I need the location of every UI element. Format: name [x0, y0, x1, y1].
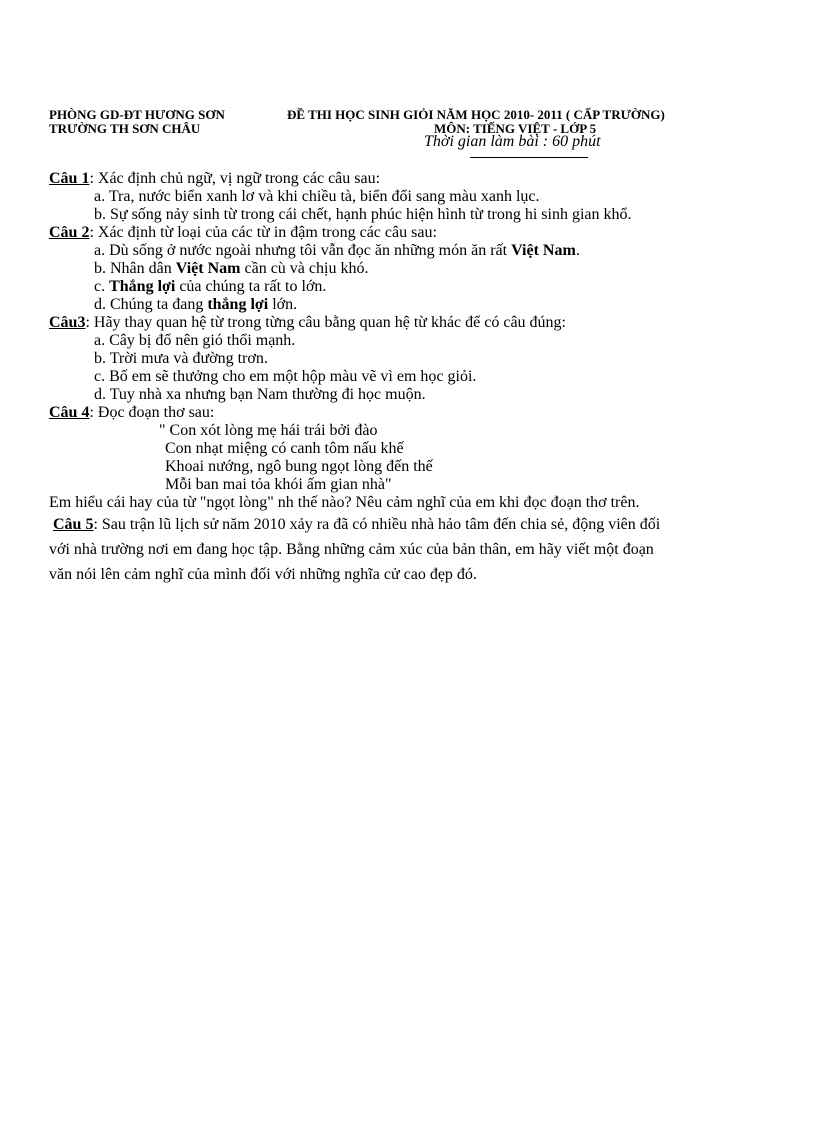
item-text: b. Nhân dân: [94, 260, 176, 277]
exam-title: ĐỀ THI HỌC SINH GIỎI NĂM HỌC 2010- 2011 ( CẤP TRƯỜNG): [287, 107, 665, 122]
item-text: d. Chúng ta đang: [94, 296, 208, 313]
question-2-item-c: [49, 278, 789, 296]
question-2-item-d: [49, 296, 789, 314]
poem-line: Con nhạt miệng có canh tôm nấu khế: [165, 440, 404, 457]
question-5-text: : Sau trận lũ lịch sử năm 2010 xảy ra đã có nhiều nhà hảo tâm đến chia sẻ, động viên đối: [93, 516, 661, 533]
question-4-text: : Đọc đoạn thơ sau:: [89, 404, 215, 421]
poem-line: Mỗi ban mai tỏa khói ấm gian nhà": [165, 476, 392, 493]
bold-word: Việt Nam: [511, 242, 576, 259]
item-text: c.: [94, 278, 110, 295]
question-4-label: Câu 4: [49, 404, 90, 421]
question-4-question: Em hiểu cái hay của từ "ngọt lòng" nh thế nào? Nêu cảm nghĩ của em khi đọc đoạn thơ trên.: [49, 494, 640, 511]
question-1-label: Câu 1: [49, 170, 90, 187]
question-5: [49, 512, 789, 587]
poem-line: " Con xót lòng mẹ hái trái bởi đào: [159, 422, 378, 439]
question-5-line-1: [49, 512, 789, 537]
question-2-prompt: [49, 224, 789, 242]
exam-header: [287, 108, 665, 136]
question-2-item-a: [49, 242, 789, 260]
question-2-text: : Xác định từ loại của các từ in đậm trong các câu sau:: [89, 224, 437, 241]
bold-word: thắng lợi: [207, 296, 269, 313]
question-3-item-d: d. Tuy nhà xa nhưng bạn Nam thường đi học muộn.: [94, 386, 426, 403]
question-5-line-3: văn nói lên cảm nghĩ của mình đối với những nghĩa cử cao đẹp đó.: [49, 566, 477, 583]
exam-time: Thời gian làm bài : 60 phút: [424, 133, 601, 150]
school-header: [49, 108, 225, 136]
bold-word: Thắng lợi: [109, 278, 176, 295]
question-3-item-b: b. Trời mưa và đường trơn.: [94, 350, 268, 367]
question-3-prompt: [49, 314, 789, 332]
question-1-prompt: [49, 170, 789, 188]
item-text: cần cù và chịu khó.: [240, 260, 369, 277]
item-text: a. Dù sống ở nước ngoài nhưng tôi vẫn đọc ăn những món ăn rất: [94, 242, 512, 259]
question-2-item-b: [49, 260, 789, 278]
item-text: .: [575, 242, 580, 259]
question-5-line-2: với nhà trường nơi em đang học tập. Bằng những cảm xúc của bản thân, em hãy viết một đoạn: [49, 541, 654, 558]
question-3-text: : Hãy thay quan hệ từ trong từng câu bằng quan hệ từ khác để có câu đúng:: [85, 314, 566, 331]
question-3-item-a: a. Cây bị đổ nên gió thổi mạnh.: [94, 332, 296, 349]
title-underline: [470, 157, 588, 158]
item-text: lớn.: [268, 296, 298, 313]
question-3-item-c: c. Bố em sẽ thưởng cho em một hộp màu vẽ vì em học giỏi.: [94, 368, 477, 385]
question-1-item-b: b. Sự sống nảy sinh từ trong cái chết, hạnh phúc hiện hình từ trong hi sinh gian khổ.: [94, 206, 632, 223]
poem: [49, 422, 789, 494]
department-name: PHÒNG GD-ĐT HƯƠNG SƠN: [49, 107, 225, 122]
question-2-label: Câu 2: [49, 224, 90, 241]
question-1-text: : Xác định chủ ngữ, vị ngữ trong các câu sau:: [89, 170, 381, 187]
bold-word: Việt Nam: [175, 260, 241, 277]
question-4-prompt: [49, 404, 789, 422]
school-name: TRƯỜNG TH SƠN CHÂU: [49, 121, 201, 136]
exam-subject: MÔN: TIẾNG VIỆT - LỚP 5: [434, 121, 597, 136]
question-1-item-a: a. Tra, nước biển xanh lơ và khi chiều tà, biển đổi sang màu xanh lục.: [94, 188, 540, 205]
exam-body: [49, 170, 789, 587]
poem-line: Khoai nướng, ngô bung ngọt lòng đến thế: [165, 458, 433, 475]
question-3-label: Câu3: [49, 314, 86, 331]
question-5-label: Câu 5: [53, 516, 94, 533]
item-text: của chúng ta rất to lớn.: [175, 278, 327, 295]
